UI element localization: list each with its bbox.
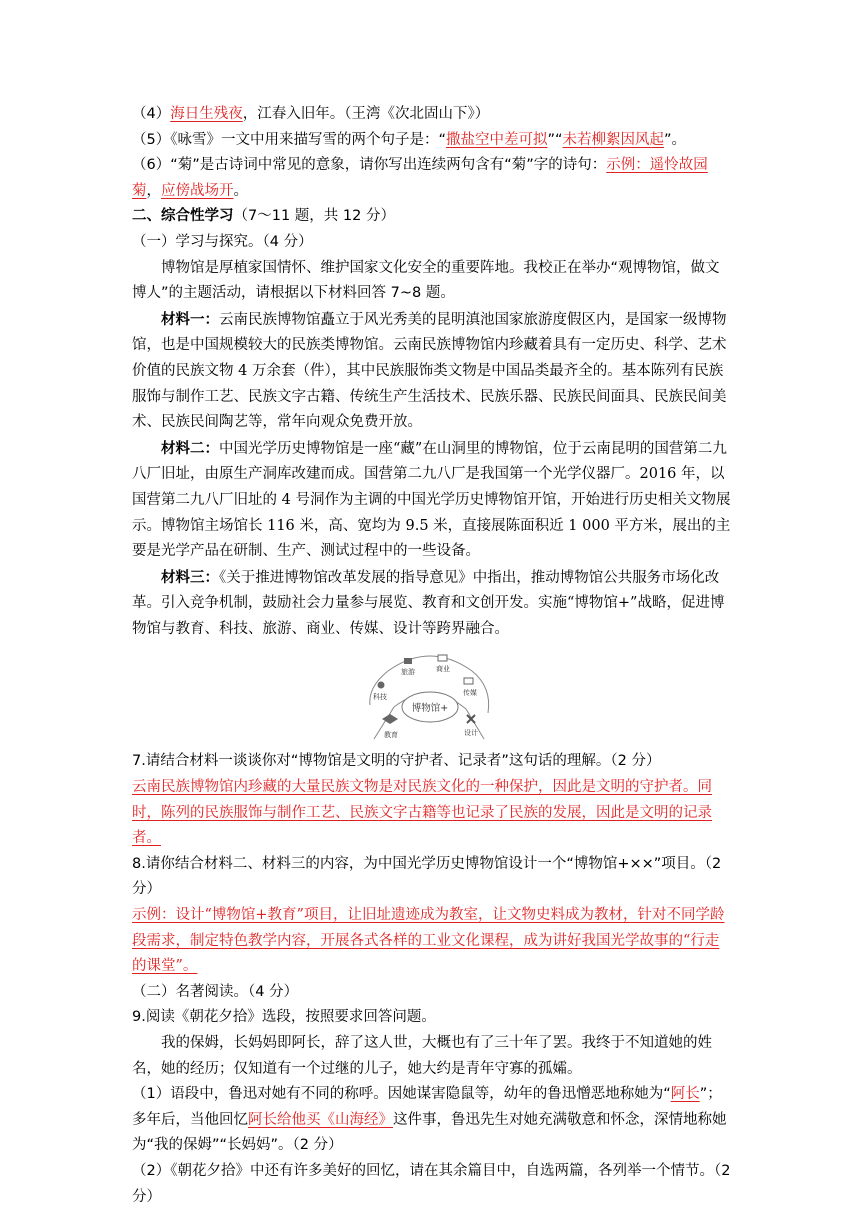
q7-question: 7.请结合材料一谈谈你对“博物馆是文明的守护者、记录者”这句话的理解。（2 分） (132, 753, 661, 770)
tech-icon (378, 682, 385, 689)
q4-number: （4） (132, 106, 171, 122)
subsection-2-heading: （二）名著阅读。（4 分） (132, 983, 299, 1000)
segment-travel: 旅游 (401, 668, 415, 677)
q6-separator: ， (146, 182, 161, 199)
q5-separator: ”“ (547, 131, 563, 148)
material-3-label: 材料三： (161, 568, 219, 586)
media-icon (464, 678, 473, 684)
material-2-text: 中国光学历史博物馆是一座“藏”在山洞里的博物馆，位于云南昆明的国营第二九八厂旧址，由原生产洞库改建而成。国营第二九八厂是我国第一个光学仪器厂。2016 年，以国营第二九八厂旧址的 4 号洞作为主调的中国光学历史博物馆开馆，开始进行历史相关文物展示。博物馆主场馆长 116 米，高、宽均为 9.5 米，直接展陈面积近 1 000 平方米，展出的主要是光学产品在研制、生产、测试过程中的一些设备。 (132, 440, 731, 560)
material-3-text: 《关于推进博物馆改革发展的指导意见》中指出，推动博物馆公共服务市场化改革。引入竞争机制，鼓励社会力量参与展览、教育和文创开发。实施“博物馆+”战略，促进博物馆与教育、科技、旅游、商业、传媒、设计等跨界融合。 (132, 569, 725, 637)
material-2-label: 材料二： (161, 439, 219, 457)
q8-question: 8.请你结合材料二、材料三的内容，为中国光学历史博物馆设计一个“博物馆+××”项目。（2 分） (132, 855, 722, 898)
q5-text: （5）《咏雪》一文中用来描写雪的两个句子是：“ (132, 131, 446, 148)
design-icon (467, 715, 475, 723)
q9-1 (132, 1082, 732, 1159)
q9-1-middle: ”；多年后，当他回忆 (132, 1086, 722, 1128)
diagram-center-label: 博物馆+ (411, 703, 449, 715)
q5-answer-2: 未若柳絮因风起 (562, 131, 665, 148)
section-2-title: 二、综合性学习 (132, 208, 234, 225)
q9-1-answer-2: 阿长给他买《山海经》 (248, 1111, 393, 1128)
q5-end: ”。 (664, 131, 687, 148)
intro-paragraph: 博物馆是厚植家国情怀、维护国家文化安全的重要阵地。我校正在举办“观博物馆，做文博人”的主题活动，请根据以下材料回答 7~8 题。 (132, 259, 720, 302)
q6-answer-1: 示例：遥怜故园菊 (132, 157, 708, 199)
q8-answer: 示例：设计“博物馆+教育”项目，让旧址遗迹成为教室，让文物史料成为教材，针对不同学龄段需求，制定特色教学内容，开展各式各样的工业文化课程，成为讲好我国光学故事的“行走的课堂”。 (132, 907, 725, 975)
museum-plus-svg (360, 647, 500, 747)
q9-1-answer-1: 阿长 (670, 1086, 700, 1103)
q9-question: 9.阅读《朝花夕拾》选段，按照要求回答问题。 (132, 1009, 436, 1026)
segment-education: 教育 (384, 731, 398, 740)
q7-answer: 云南民族博物馆内珍藏的大量民族文物是对民族文化的一种保护，因此是文明的守护者。同时，陈列的民族服饰与制作工艺、民族文字古籍等也记录了民族的发展，因此是文明的记录者。 (132, 779, 712, 847)
q4-answer: 海日生残夜 (170, 106, 243, 122)
material-1-text: 云南民族博物馆矗立于风光秀美的昆明滇池国家旅游度假区内，是国家一级博物馆，也是中国规模较大的民族类博物馆。云南民族博物馆内珍藏着具有一定历史、科学、艺术价值的民族文物 4 万余套（件），其中民族服饰类文物是中国品类最齐全的。基本陈列有民族服饰与制作工艺、民族文字古籍、传统生产生活技术、民族乐器、民族民间面具、民族民间美术、民族民间陶艺等，常年向观众免费开放。 (132, 311, 727, 431)
travel-icon (404, 658, 412, 664)
section-2-note: （7～11 题，共 12 分） (233, 208, 395, 225)
segment-design: 设计 (464, 729, 478, 738)
q6-answer-2: 应傍战场开 (161, 182, 234, 199)
shop-icon (438, 655, 447, 661)
material-2 (132, 436, 732, 565)
q9-2: （2）《朝花夕拾》中还有许多美好的回忆，请在其余篇目中，自选两篇，各列举一个情节。（2 分） (132, 1162, 731, 1205)
q4-text: ，江春入旧年。（王湾《次北固山下》） (242, 106, 490, 122)
segment-media: 传媒 (463, 689, 477, 698)
subsection-1-heading: （一）学习与探究。（4 分） (132, 233, 313, 250)
q4-line (132, 102, 732, 128)
document-content (132, 102, 732, 1210)
material-3 (132, 565, 732, 643)
q9-1-end: 这件事，鲁迅先生对她充满敬意和怀念，深情地称她为“我的保姆”“长妈妈”。（2 分） (132, 1111, 727, 1154)
segment-commerce: 商业 (436, 665, 450, 674)
material-1 (132, 307, 732, 436)
material-1-label: 材料一： (161, 310, 219, 328)
q5-answer-1: 撒盐空中差可拟 (446, 131, 548, 148)
q6-text: （6）“菊”是古诗词中常见的意象，请你写出连续两句含有“菊”字的诗句： (132, 157, 607, 174)
q6-line (132, 153, 732, 204)
q5-line (132, 128, 732, 154)
q6-end: 。 (233, 182, 248, 199)
q9-passage: 我的保姆，长妈妈即阿长，辞了这人世，大概也有了三十年了罢。我终于不知道她的姓名，她的经历；仅知道有一个过继的儿子，她大约是青年守寡的孤孀。 (132, 1035, 712, 1077)
q9-1-text: （1）语段中，鲁迅对她有不同的称呼。因她谋害隐鼠等，幼年的鲁迅憎恶地称她为“ (132, 1086, 671, 1103)
segment-tech: 科技 (373, 693, 387, 702)
section-2-heading (132, 204, 732, 230)
museum-plus-diagram (132, 647, 732, 747)
